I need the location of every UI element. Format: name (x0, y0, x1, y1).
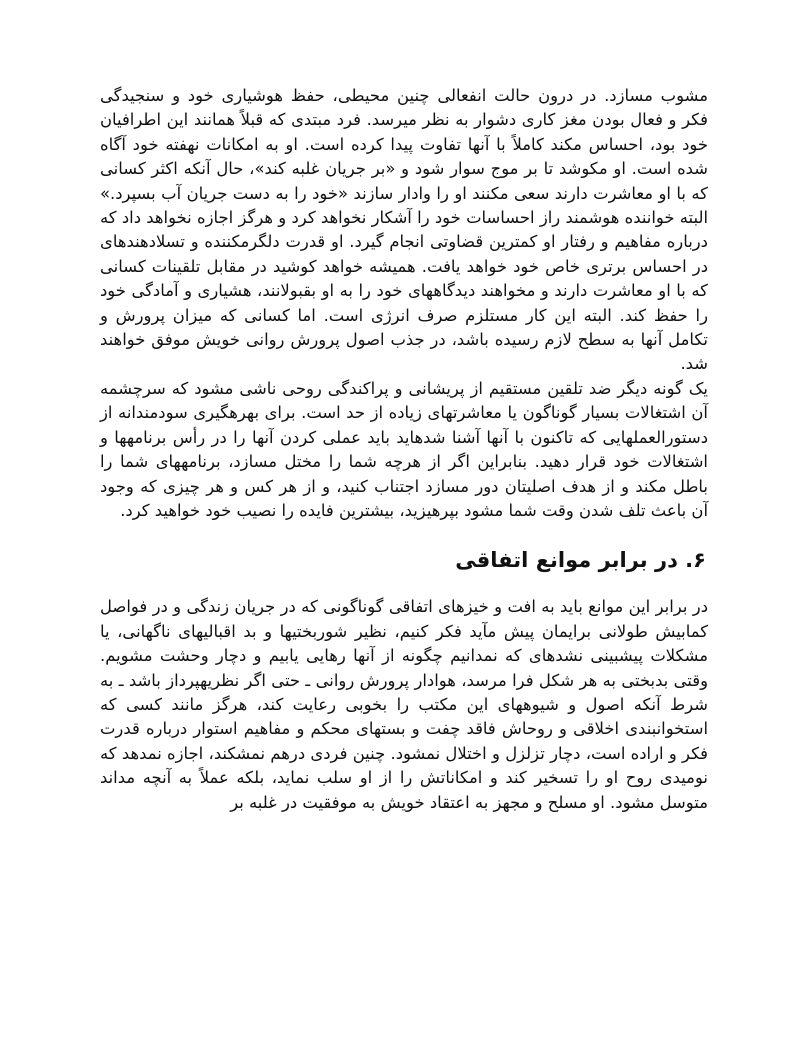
document-page (100, 84, 708, 815)
paragraph-1: مشوب مسازد. در درون حالت انفعالی چنین محیطی، حفظ هوشیاری خود و سنجیدگی فکر و فعال بودن مغز کاری دشوار به نظر میرسد. فرد مبتدی که قبلاً همانند این اطرافیان خود بود، احساس مکند کاملاً با آنها تفاوت پیدا کرده است. او به امکانات نهفته خود آگاه شده است. او مکوشد تا بر موج سوار شود و «بر جریان غلبه کند»، حال آنکه اکثر کسانی که با او معاشرت دارند سعی مکنند او را وادار سازند «خود را به دست جریان آب بسپرد.» البته خواننده هوشمند راز احساسات خود را آشکار نخواهد کرد و هرگز اجازه نخواهد داد که درباره مفاهیم و رفتار او کمترین قضاوتی انجام گیرد. او قدرت دلگرمکننده و تسلادهندهای در احساس برتری خاص خود خواهد یافت. همیشه خواهد کوشید در مقابل تلقینات کسانی که با او معاشرت دارند و مخواهند دیدگاههای خود را به او بقبولانند، هشیاری و آمادگی خود را حفظ کند. البته این کار مستلزم صرف انرژی است. اما کسانی که میزان پرورش و تکامل آنها به سطح لازم رسیده باشد، در جذب اصول پرورش روانی خویش موفق خواهند شد. (100, 86, 708, 374)
paragraph-2: یک گونه دیگر ضد تلقین مستقیم از پریشانی و پراکندگی روحی ناشی مشود که سرچشمه آن اشتغالات بسیار گوناگون یا معاشرتهای زیاده از حد است. برای بهرهگیری سودمندانه از دستورالعملهایی که تاکنون با آنها آشنا شدهاید باید عملی کردن آنها را در رأس برنامهها و اشتغالات خود قرار دهید. بنابراین اگر از هرچه شما را مختل مسازد، برنامههای شما را باطل مکند و از هدف اصلیتان دور مسازد اجتناب کنید، و از هر کس و هر چیزی که وجود آن باعث تلف شدن وقت شما مشود بپرهیزید، بیشترین فایده را نصیب خود خواهید کرد. (100, 378, 708, 520)
section-heading: ۶. در برابر موانع اتفاقی (455, 548, 706, 573)
paragraph-3: در برابر این موانع باید به افت و خیزهای اتفاقی گوناگونی که در جریان زندگی و در فواصل کمابیش طولانی برایمان پیش مآید فکر کنیم، نظیر شوربختیها و بد اقبالیهای ناگهانی، یا مشکلات پیشبینی نشدهای که نمدانیم چگونه از آنها رهایی یابیم و دچار وحشت مشویم. وقتی بدبختی به هر شکل فرا مرسد، هوادار پرورش روانی ـ حتی اگر نظریهپرداز باشد ـ به شرط آنکه اصول و شیوههای این مکتب را بخوبی رعایت کند، هرگز مانند کسی که استخوانبندی اخلاقی و روحاش فاقد چفت و بستهای محکم و مفاهیم استوار درباره قدرت فکر و اراده است، دچار تزلزل و اختلال نمشود. چنین فردی درهم نمشکند، اجازه نمدهد که نومیدی روح او را تسخیر کند و امکاناتش را از او سلب نماید، بلکه عملاً به آنچه مداند متوسل مشود. او مسلح و مجهز به اعتقاد خویش به موفقیت در غلبه بر (100, 597, 708, 812)
